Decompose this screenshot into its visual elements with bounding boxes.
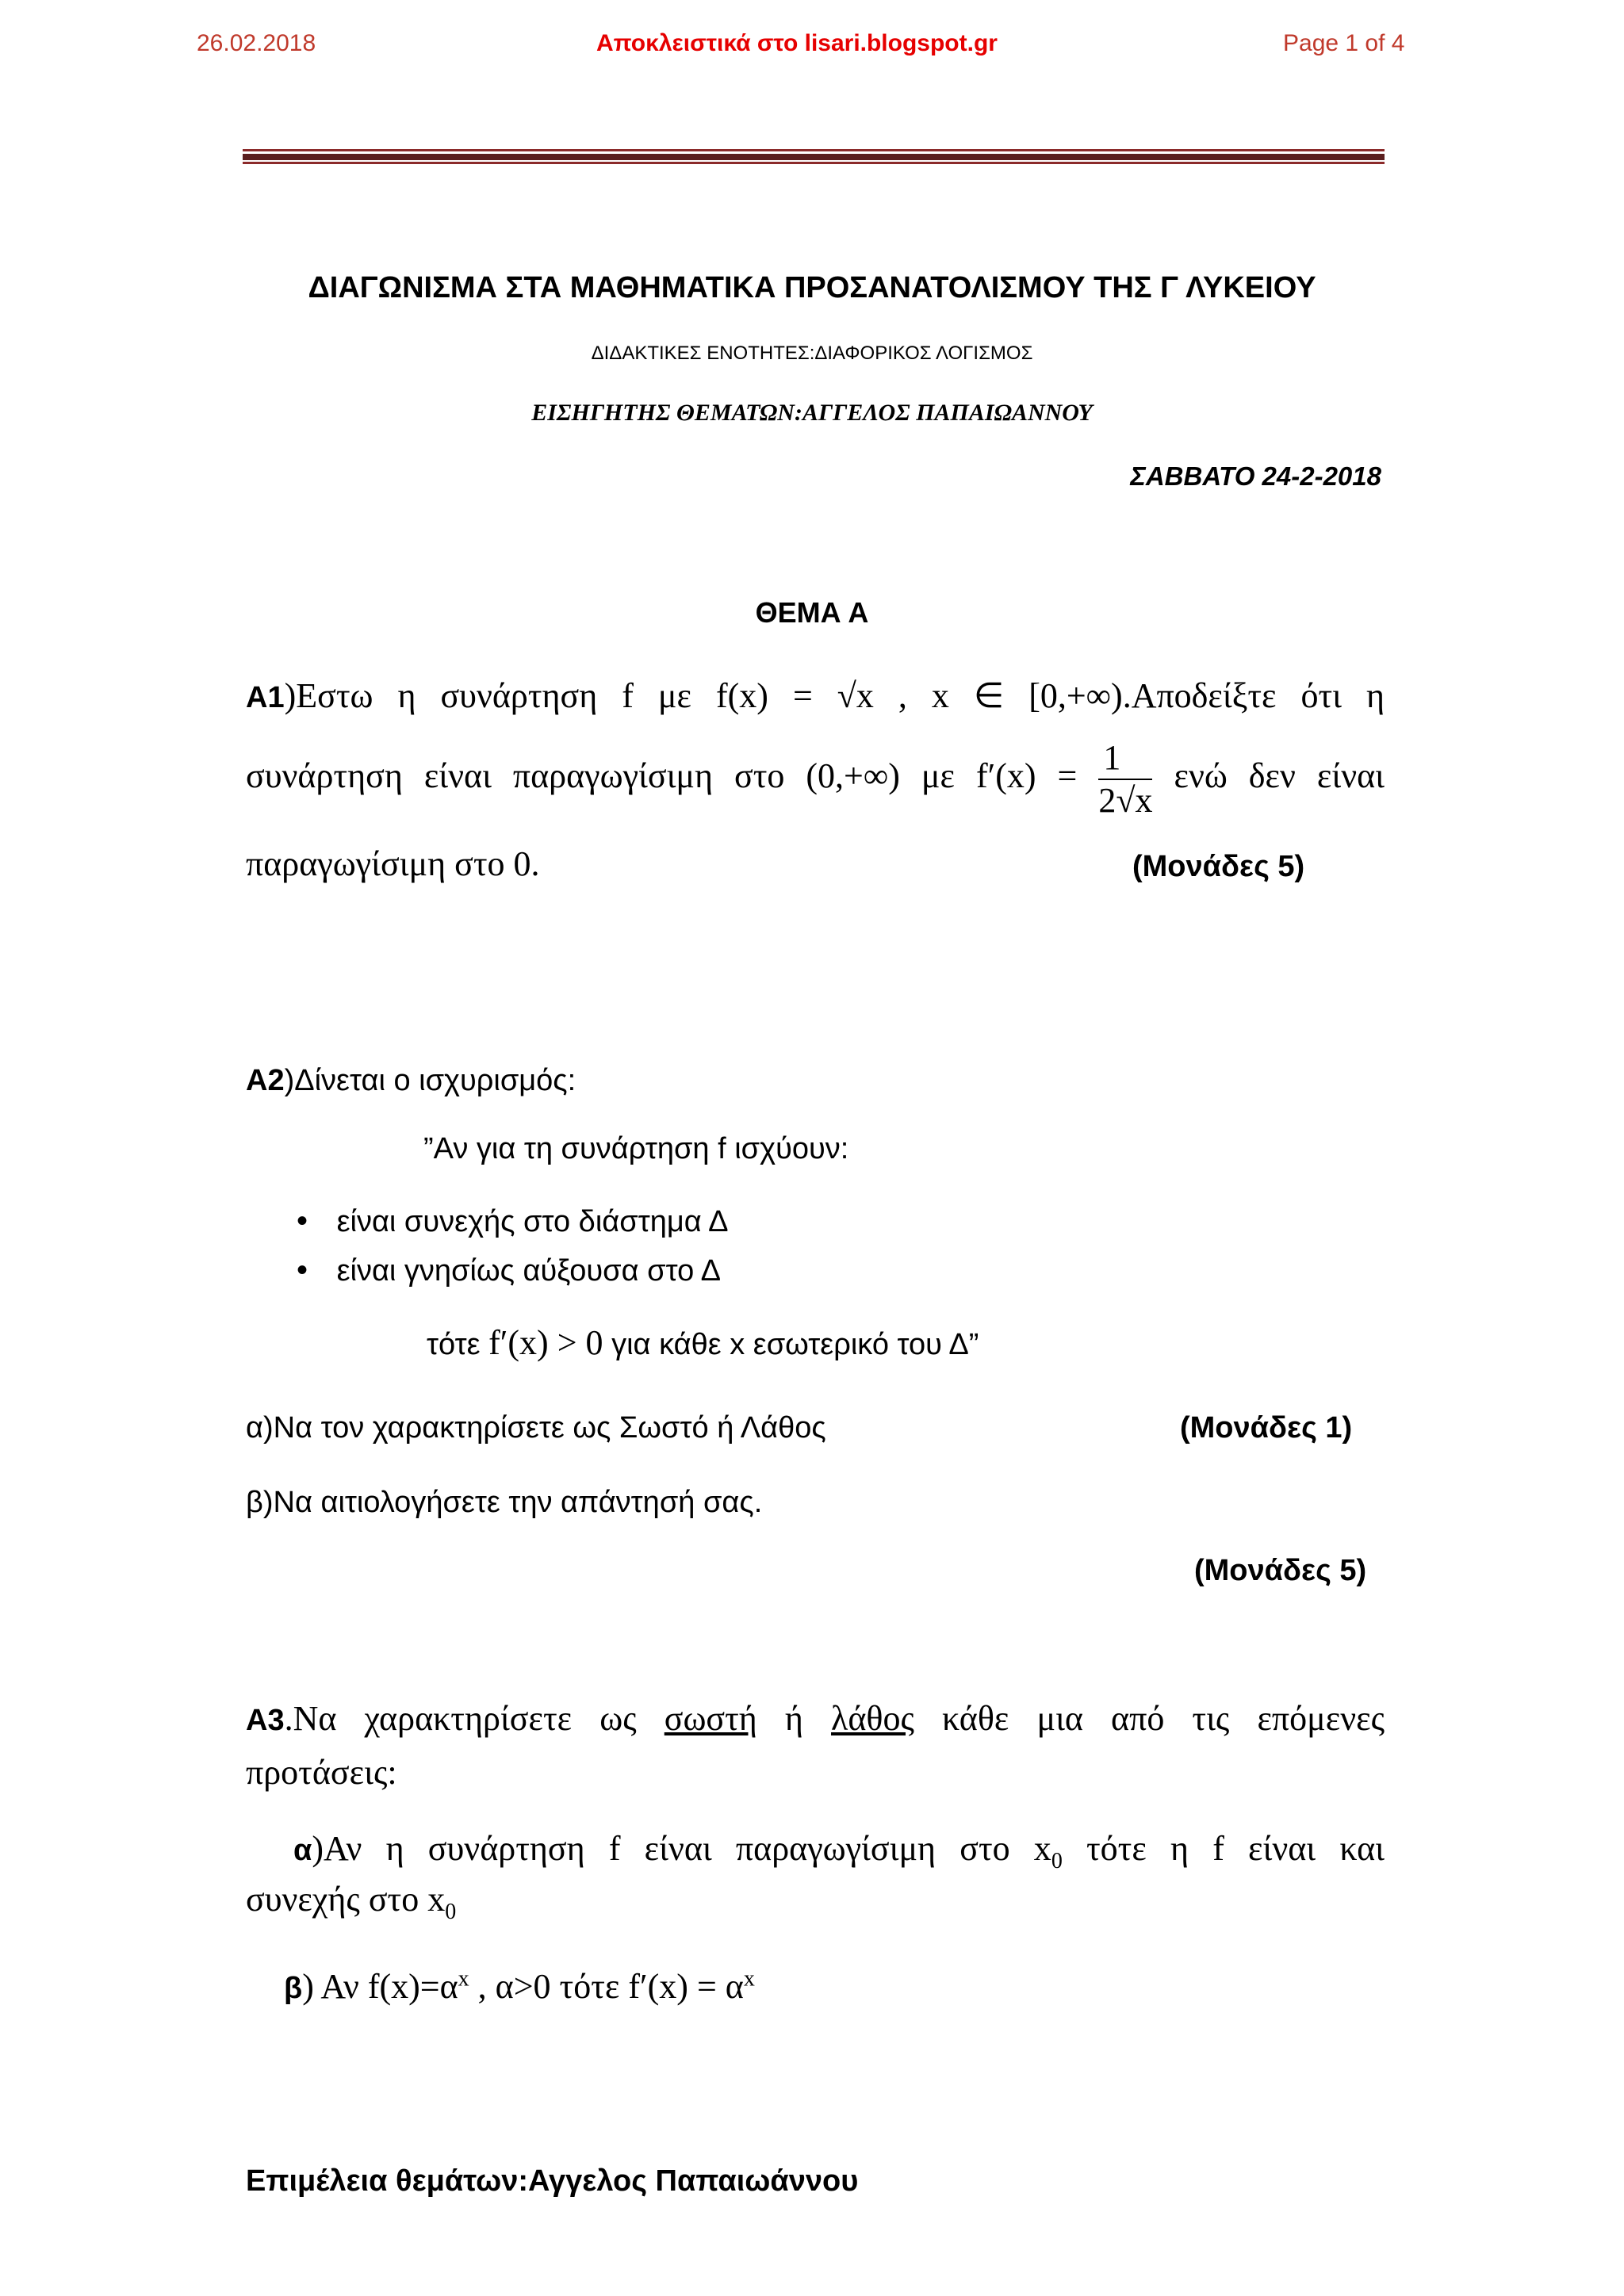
a1-text1: )Εστω η συνάρτηση f με bbox=[284, 676, 691, 715]
a3-intro-a: .Να χαρακτηρίσετε ως bbox=[284, 1699, 637, 1738]
a3-item-b-label: β bbox=[284, 1972, 303, 2005]
a3-intro-b: κάθε μια από τις επόμενες bbox=[942, 1699, 1385, 1738]
a2-question-b-points: (Μονάδες 5) bbox=[1194, 1554, 1367, 1587]
a1-text2: συνάρτηση είναι παραγωγίσιμη στο (0,+∞) με f′(x) = bbox=[246, 756, 1078, 796]
a2-then-line bbox=[427, 1322, 979, 1363]
a3-item-b-text2: , α>0 τότε f′(x) = α bbox=[469, 1967, 744, 2006]
a3-item-b-text: ) Αν f(x)=α bbox=[302, 1967, 458, 2006]
a3-line2: προτάσεις: bbox=[246, 1753, 397, 1792]
a3-label: Α3 bbox=[246, 1704, 285, 1737]
a3-item-a-line2-text: συνεχής στο x bbox=[246, 1880, 446, 1919]
a1-text2-end: ενώ δεν είναι bbox=[1174, 756, 1385, 796]
a2-intro-line bbox=[246, 1064, 576, 1098]
a1-line3: παραγωγίσιμη στο 0. bbox=[246, 844, 540, 883]
bullet-icon: • bbox=[297, 1203, 308, 1238]
a2-intro: )Δίνεται ο ισχυρισμός: bbox=[284, 1064, 576, 1097]
header-page-number: Page 1 of 4 bbox=[1283, 30, 1405, 56]
a3-item-a-text: )Αν η συνάρτηση f είναι παραγωγίσιμη στο x bbox=[312, 1829, 1051, 1868]
a3-item-a-text2: τότε η f είναι και bbox=[1086, 1829, 1385, 1868]
a3-item-a-line2-sub: 0 bbox=[445, 1899, 457, 1924]
a1-points: (Μονάδες 5) bbox=[1132, 850, 1305, 883]
a3-line1 bbox=[246, 1698, 1385, 1739]
a2-bullet-2 bbox=[297, 1253, 721, 1288]
a3-item-a-line1 bbox=[293, 1828, 1385, 1874]
a3-word-false: λάθος bbox=[831, 1699, 914, 1738]
a1-text1-end: .Αποδείξτε ότι η bbox=[1122, 676, 1385, 715]
a1-label: Α1 bbox=[246, 681, 285, 714]
a3-item-a-sub: 0 bbox=[1051, 1848, 1063, 1873]
a3-item-b bbox=[284, 1966, 755, 2007]
document-title: ΔΙΑΓΩΝΙΣΜΑ ΣΤΑ ΜΑΘΗΜΑΤΙΚΑ ΠΡΟΣΑΝΑΤΟΛΙΣΜΟΥ ΤΗΣ Γ ΛΥΚΕΙΟΥ bbox=[308, 271, 1316, 304]
a2-then-formula: f′(x) > 0 bbox=[488, 1323, 603, 1362]
a2-question-a: α)Να τον χαρακτηρίσετε ως Σωστό ή Λάθος bbox=[246, 1411, 826, 1445]
document-subtitle: ΔΙΔΑΚΤΙΚΕΣ ΕΝΟΤΗΤΕΣ:ΔΙΑΦΟΡΙΚΟΣ ΛΟΓΙΣΜΟΣ bbox=[591, 342, 1033, 364]
a1-line2 bbox=[246, 737, 1385, 821]
a2-bullet-1 bbox=[297, 1203, 729, 1239]
header-site-link[interactable]: Αποκλειστικά στο lisari.blogspot.gr bbox=[596, 30, 998, 56]
a1-line1 bbox=[246, 675, 1385, 716]
bullet-icon: • bbox=[297, 1253, 308, 1288]
a3-item-a-label: α bbox=[293, 1834, 312, 1867]
header-divider-top bbox=[243, 149, 1385, 151]
a3-word-true: σωστή bbox=[664, 1699, 757, 1738]
header-divider-middle bbox=[243, 154, 1385, 160]
a2-quote-start: ”Αν για τη συνάρτηση f ισχύουν: bbox=[423, 1132, 849, 1165]
exam-date: ΣΑΒΒΑΤΟ 24-2-2018 bbox=[1130, 461, 1381, 491]
a2-question-a-points: (Μονάδες 1) bbox=[1180, 1411, 1353, 1445]
section-heading: ΘΕΜΑ Α bbox=[755, 596, 869, 629]
a2-bullet-2-text: είναι γνησίως αύξουσα στο Δ bbox=[336, 1254, 722, 1288]
a1-fraction bbox=[1098, 737, 1152, 821]
a3-item-b-sup2: x bbox=[743, 1966, 755, 1992]
footer-credit: Επιμέλεια θεμάτων:Αγγελος Παπαιωάννου bbox=[246, 2164, 859, 2198]
author-line: ΕΙΣΗΓΗΤΗΣ ΘΕΜΑΤΩΝ:ΑΓΓΕΛΟΣ ΠΑΠΑΙΩΑΝΝΟΥ bbox=[531, 400, 1093, 426]
a1-fraction-denominator: 2√x bbox=[1098, 781, 1153, 820]
a2-then-suffix: για κάθε x εσωτερικό του Δ” bbox=[611, 1328, 979, 1361]
a2-then-prefix: τότε bbox=[427, 1328, 481, 1361]
a2-label: Α2 bbox=[246, 1064, 285, 1097]
a3-item-a-line2 bbox=[246, 1879, 456, 1925]
a2-bullet-1-text: είναι συνεχής στο διάστημα Δ bbox=[336, 1205, 729, 1238]
a1-formula: f(x) = √x , x ∈ [0,+∞) bbox=[716, 676, 1123, 715]
header-date: 26.02.2018 bbox=[197, 30, 316, 56]
a3-word-or: ή bbox=[784, 1699, 803, 1738]
a2-question-b: β)Να αιτιολογήσετε την απάντησή σας. bbox=[246, 1486, 763, 1519]
header-divider-bottom bbox=[243, 162, 1385, 164]
a3-item-b-sup1: x bbox=[458, 1966, 469, 1992]
a1-fraction-numerator: 1 bbox=[1098, 737, 1152, 780]
